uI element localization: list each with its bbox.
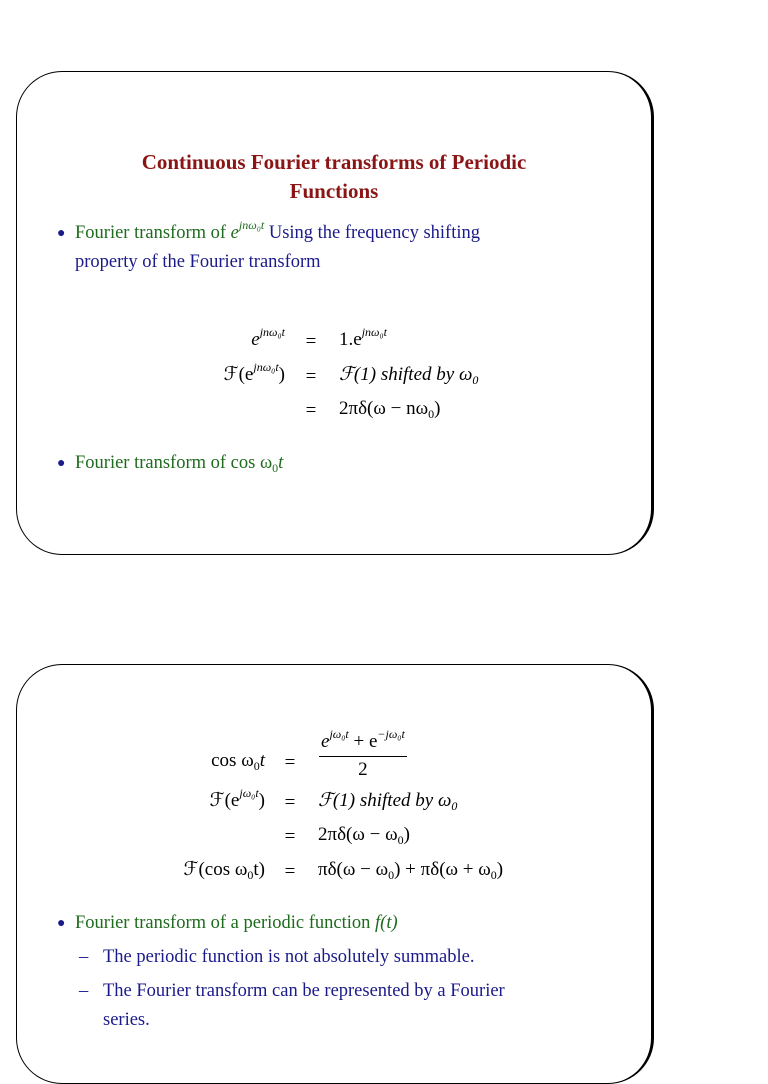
sub-bullet-not-summable: The periodic function is not absolutely summable.: [103, 947, 475, 967]
bullet-text: Fourier transform of a periodic function: [75, 913, 371, 933]
eq1-lhs: $\cos \omega_0t$: [211, 750, 265, 773]
cos-term: $\cos \omega_0t$: [230, 453, 284, 475]
sub-bullet-fourier-series: The Fourier transform can be represented by a Fourier series.: [103, 981, 505, 1030]
bullet-dot-icon: ●: [57, 456, 66, 471]
eq1-equals: =: [305, 331, 317, 352]
sub-bullet-dash: –: [79, 947, 89, 967]
eq4-equals: =: [284, 861, 296, 882]
eq4-rhs: $\pi\delta(\omega - \omega_0) + \pi\delta(\omega + \omega_0)$: [318, 859, 504, 882]
title-line-1: Continuous Fourier transforms of Periodic: [141, 150, 527, 174]
eq2-equals: =: [284, 792, 296, 813]
exp-term: $e^{jn\omega_0t}$: [230, 218, 265, 243]
eq3-equals: =: [305, 400, 317, 421]
eq1-equals: =: [284, 752, 296, 773]
bullet-dot-icon: ●: [57, 916, 66, 931]
bullet-text-continued: Using the frequency shifting: [268, 223, 480, 243]
slide-title: [17, 148, 651, 206]
bullet-fourier-cos: [57, 449, 615, 478]
slide-1: [16, 71, 654, 555]
eq4-lhs: ℱ(cos $\omega_0t$): [183, 859, 265, 882]
eq2-lhs: $ℱ(e^{jn\omega_0t})$: [223, 360, 285, 385]
slide-2: [16, 664, 654, 1084]
eq3-rhs: $2\pi\delta(\omega - \omega_0)$: [318, 824, 410, 847]
eq2-lhs: $ℱ(e^{j\omega_0t})$: [209, 786, 265, 811]
title-line-2: Functions: [289, 179, 379, 203]
bullet-text: Fourier transform of: [75, 223, 227, 243]
bullet-periodic-function: [57, 909, 615, 938]
bullet-fourier-exp: [57, 218, 615, 277]
bullet-text: Fourier transform of: [75, 453, 227, 473]
eq2-rhs: ℱ(1) shifted by $\omega_0$: [318, 790, 458, 813]
eq1-lhs: $e^{jn\omega_0t}$: [251, 325, 285, 350]
eq1-fraction: [319, 727, 407, 781]
bullet-text-line2: property of the Fourier transform: [75, 252, 321, 272]
eq1-rhs: $1.e^{jn\omega_0t}$: [339, 325, 387, 350]
function-term: f(t): [375, 913, 398, 933]
eq2-rhs: ℱ(1) shifted by $\omega_0$: [339, 364, 479, 387]
eq2-equals: =: [305, 366, 317, 387]
eq3-rhs: $2\pi\delta(\omega - n\omega_0)$: [339, 398, 441, 421]
sub-bullet-dash: –: [79, 981, 89, 1001]
fraction-numerator: $e^{j\omega_0t} + e^{-j\omega_0t}$: [319, 731, 407, 757]
eq3-equals: =: [284, 826, 296, 847]
fraction-denominator: 2: [358, 759, 368, 780]
bullet-dot-icon: ●: [57, 226, 66, 241]
